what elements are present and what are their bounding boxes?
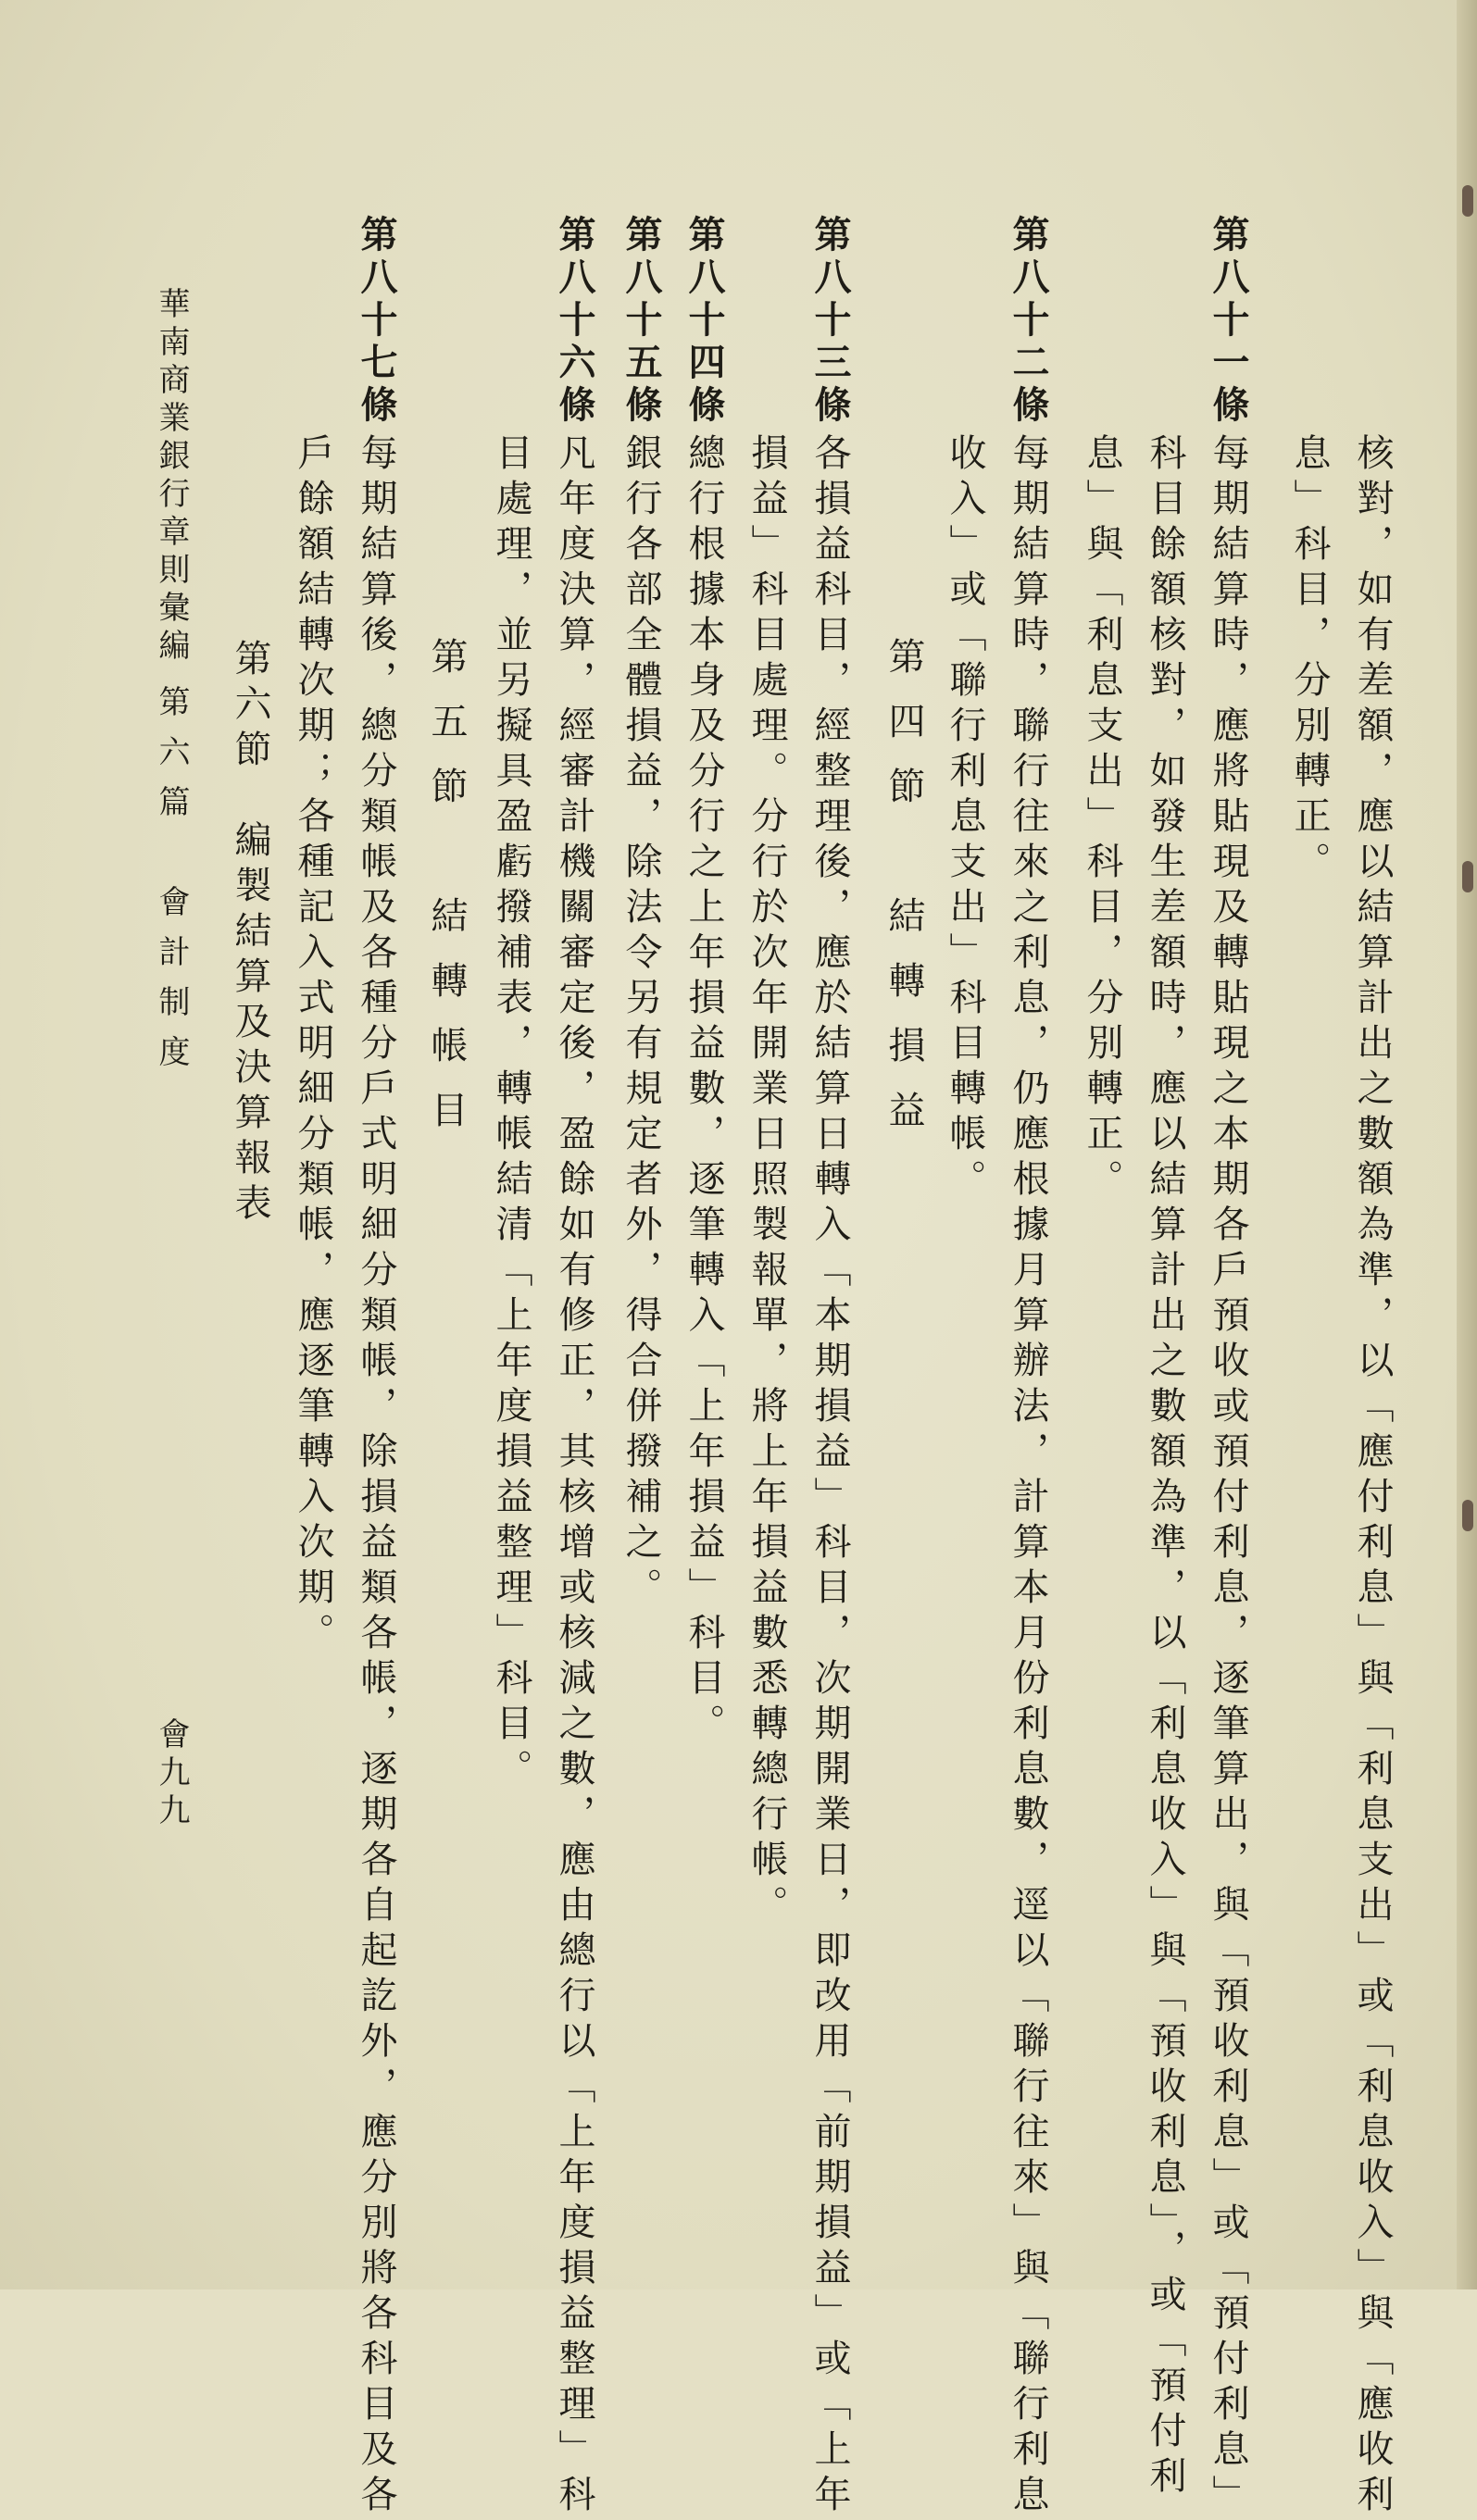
text-column: 息」科目，分別轉正。: [1288, 433, 1331, 887]
page-number: 會九九: [153, 1717, 190, 1831]
article-label: 第八十七條: [355, 215, 398, 428]
text-column: 每期結算後，總分類帳及各種分戶式明細分類帳，除損益類各帳，逐期各自起訖外，應分別將各科目及各: [355, 433, 397, 2520]
text-column: 目處理，並另擬具盈虧撥補表，轉帳結清「上年度損益整理」科目。: [490, 433, 532, 1794]
article-label: 第八十一條: [1207, 215, 1250, 428]
text-column: 戶餘額結轉次期；各種記入式明細分類帳，應逐筆轉入次期。: [292, 433, 334, 1658]
article-label: 第八十五條: [620, 215, 663, 428]
article-label: 第八十四條: [682, 215, 726, 428]
article-label: 第八十二條: [1007, 215, 1050, 428]
text-column: 總行根據本身及分行之上年損益數，逐筆轉入「上年損益」科目。: [682, 433, 725, 1749]
binding-hole: [1462, 185, 1473, 217]
page-edge: [1457, 0, 1477, 2289]
article-label: 第八十六條: [553, 215, 596, 428]
text-column: 每期結算時，聯行往來之利息，仍應根據月算辦法，計算本月份利息數，逕以「聯行往來」與「聯行利息: [1007, 433, 1049, 2520]
text-column: 凡年度決算，經審計機關審定後，盈餘如有修正，其核增或核減之數，應由總行以「上年度損益整理」科: [553, 433, 595, 2520]
section-heading: 第五節 結轉帳目: [425, 637, 468, 1155]
text-column: 核對，如有差額，應以結算計出之數額為準，以「應付利息」與「利息支出」或「利息收入」與「應收利: [1351, 433, 1394, 2520]
binding-hole: [1462, 1500, 1473, 1531]
text-column: 收入」或「聯行利息支出」科目轉帳。: [944, 433, 986, 1204]
section-heading: 第四節 結轉損益: [882, 637, 925, 1155]
chapter-title: 第六篇 會計制度: [153, 685, 190, 1085]
text-column: 各損益科目，經整理後，應於結算日轉入「本期損益」科目，次期開業日，即改用「前期損益」或「上年: [808, 433, 851, 2520]
binding-hole: [1462, 861, 1473, 892]
book-title: 華南商業銀行章則彙編: [153, 287, 190, 667]
section-heading: 第六節 編製結算及決算報表: [229, 639, 271, 1229]
text-column: 銀行各部全體損益，除法令另有規定者外，得合併撥補之。: [620, 433, 662, 1613]
text-column: 損益」科目處理。分行於次年開業日照製報單，將上年損益數悉轉總行帳。: [745, 433, 788, 1930]
text-column: 科目餘額核對，如發生差額時，應以結算計出之數額為準，以「利息收入」與「預收利息」，或「預付利: [1144, 433, 1186, 2501]
article-label: 第八十三條: [808, 215, 852, 428]
text-column: 息」與「利息支出」科目，分別轉正。: [1081, 433, 1123, 1204]
text-column: 每期結算時，應將貼現及轉貼現之本期各戶預收或預付利息，逐筆算出，與「預收利息」或「預付利息」: [1207, 433, 1249, 2520]
